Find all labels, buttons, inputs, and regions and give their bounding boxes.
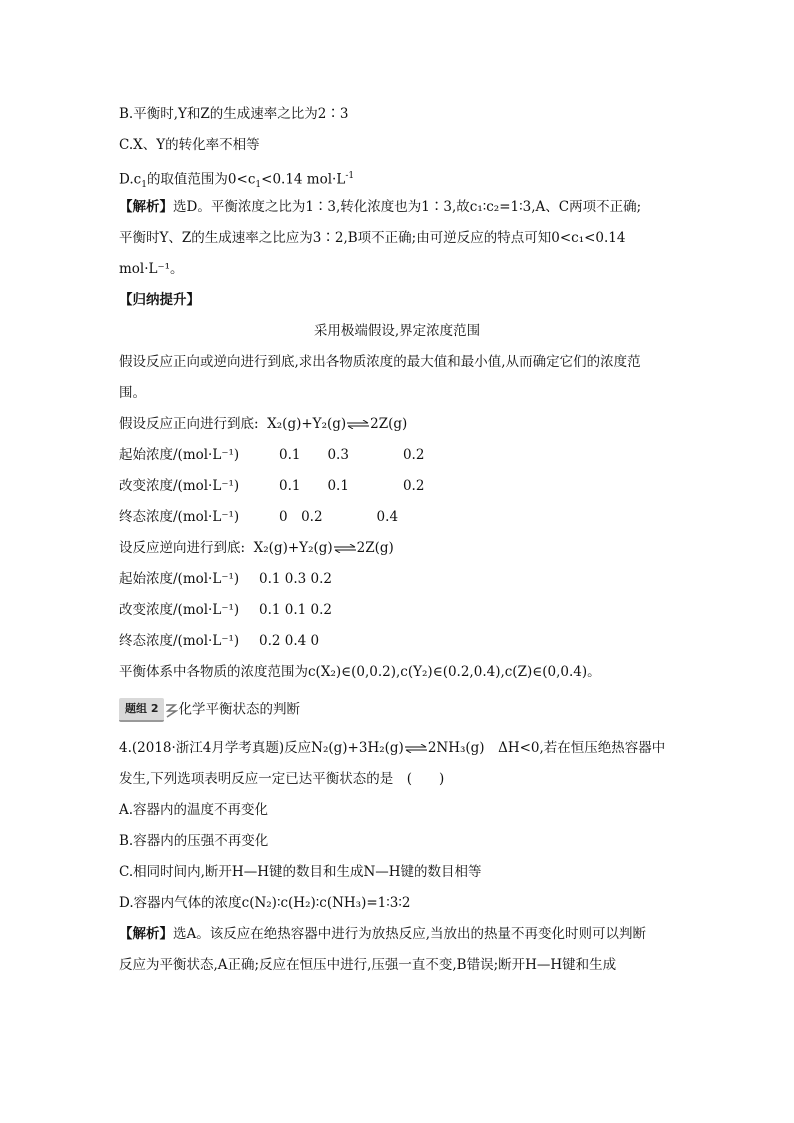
equilibrium-arrow-icon (405, 744, 427, 753)
forward-label: 假设反应正向进行到底: (119, 416, 259, 432)
analysis-text: 选D。平衡浓度之比为1∶3,转化浓度也为1∶3,故c₁∶c₂=1∶3,A、C两项不正确; (173, 199, 642, 215)
summary-conclusion: 平衡体系中各物质的浓度范围为c(X₂)∈(0,0.2),c(Y₂)∈(0.2,0.4),c(Z)∈(0,0.4)。 (119, 664, 601, 680)
row-values: 0.1 0.1 0.2 (259, 602, 332, 618)
analysis-text: 选A。该反应在绝热容器中进行为放热反应,当放出的热量不再变化时则可以判断 (173, 926, 647, 942)
q3-option-b: B.平衡时,Y和Z的生成速率之比为2∶3 (119, 106, 349, 122)
q3-option-d-text: D.c (119, 171, 142, 188)
reverse-row-final (119, 631, 319, 651)
equilibrium-arrow-icon (334, 544, 356, 553)
reverse-row-initial (119, 569, 332, 589)
q4-analysis-line-2: 反应为平衡状态,A正确;反应在恒压中进行,压强一直不变,B错误;断开H—H键和生成 (119, 957, 617, 973)
q4-stem-2: 发生,下列选项表明反应一定已达平衡状态的是 ( ) (119, 771, 445, 787)
q4-stem-text: 4.(2018·浙江4月学考真题)反应N₂(g)+3H₂(g) (119, 740, 404, 756)
superscript: -1 (345, 171, 355, 181)
reverse-label: 设反应逆向进行到底: (119, 540, 246, 556)
q3-analysis-line-2: 平衡时Y、Z的生成速率之比应为3∶2,B项不正确;由可逆反应的特点可知0<c₁<0.14 (119, 230, 626, 246)
subscript: 1 (141, 180, 147, 191)
group-heading (119, 698, 300, 722)
row-label: 改变浓度/(mol·L⁻¹) (119, 602, 240, 618)
group-badge: 题组 2 (119, 698, 164, 722)
reaction-rhs: 2Z(g) (356, 540, 394, 556)
forward-row-initial (119, 445, 424, 465)
summary-intro-2: 围。 (119, 385, 146, 401)
reaction-rhs: 2Z(g) (370, 416, 408, 432)
row-values: 0.2 0.4 0 (259, 633, 320, 649)
analysis-tag: 【解析】 (119, 199, 173, 215)
group-title: 化学平衡状态的判断 (178, 701, 300, 718)
forward-reaction (119, 414, 407, 434)
row-label: 终态浓度/(mol·L⁻¹) (119, 633, 240, 649)
q4-option-a: A.容器内的温度不再变化 (119, 802, 269, 818)
forward-row-final (119, 507, 398, 527)
reaction-lhs: X₂(g)+Y₂(g) (253, 540, 333, 556)
row-label: 改变浓度/(mol·L⁻¹) (119, 478, 240, 494)
row-label: 终态浓度/(mol·L⁻¹) (119, 509, 240, 525)
q4-stem-1 (119, 738, 665, 758)
reverse-row-change (119, 600, 332, 620)
summary-title: 采用极端假设,界定浓度范围 (313, 323, 481, 339)
lightning-icon (164, 702, 178, 718)
row-label: 起始浓度/(mol·L⁻¹) (119, 571, 240, 587)
q4-analysis-line-1 (119, 924, 646, 944)
q3-analysis-line-3: mol·L⁻¹。 (119, 261, 184, 277)
row-values: 0.1 0.3 0.2 (259, 571, 332, 587)
q3-option-c: C.X、Y的转化率不相等 (119, 137, 260, 153)
row-label: 起始浓度/(mol·L⁻¹) (119, 447, 240, 463)
q4-option-d: D.容器内气体的浓度c(N₂)∶c(H₂)∶c(NH₃)=1∶3∶2 (119, 895, 411, 911)
row-values: 0 0.2 0.4 (279, 509, 399, 525)
q3-analysis-line-1 (119, 197, 641, 217)
reaction-lhs: X₂(g)+Y₂(g) (267, 416, 347, 432)
q4-option-b: B.容器内的压强不再变化 (119, 833, 269, 849)
equilibrium-arrow-icon (347, 420, 369, 429)
q3-option-d-text: <0.14 mol·L (261, 171, 346, 188)
summary-intro-1: 假设反应正向或逆向进行到底,求出各物质浓度的最大值和最小值,从而确定它们的浓度范 (119, 354, 641, 370)
row-values: 0.1 0.1 0.2 (279, 478, 425, 494)
summary-tag: 【归纳提升】 (119, 292, 200, 308)
forward-row-change (119, 476, 424, 496)
row-values: 0.1 0.3 0.2 (279, 447, 425, 463)
q3-option-d (119, 166, 354, 195)
q4-option-c: C.相同时间内,断开H—H键的数目和生成N—H键的数目相等 (119, 864, 482, 880)
q3-option-d-text: 的取值范围为0<c (146, 171, 256, 188)
reverse-reaction (119, 538, 394, 558)
q4-stem-text: 2NH₃(g) ΔH<0,若在恒压绝热容器中 (427, 740, 666, 756)
analysis-tag: 【解析】 (119, 926, 173, 942)
subscript: 1 (255, 180, 262, 191)
